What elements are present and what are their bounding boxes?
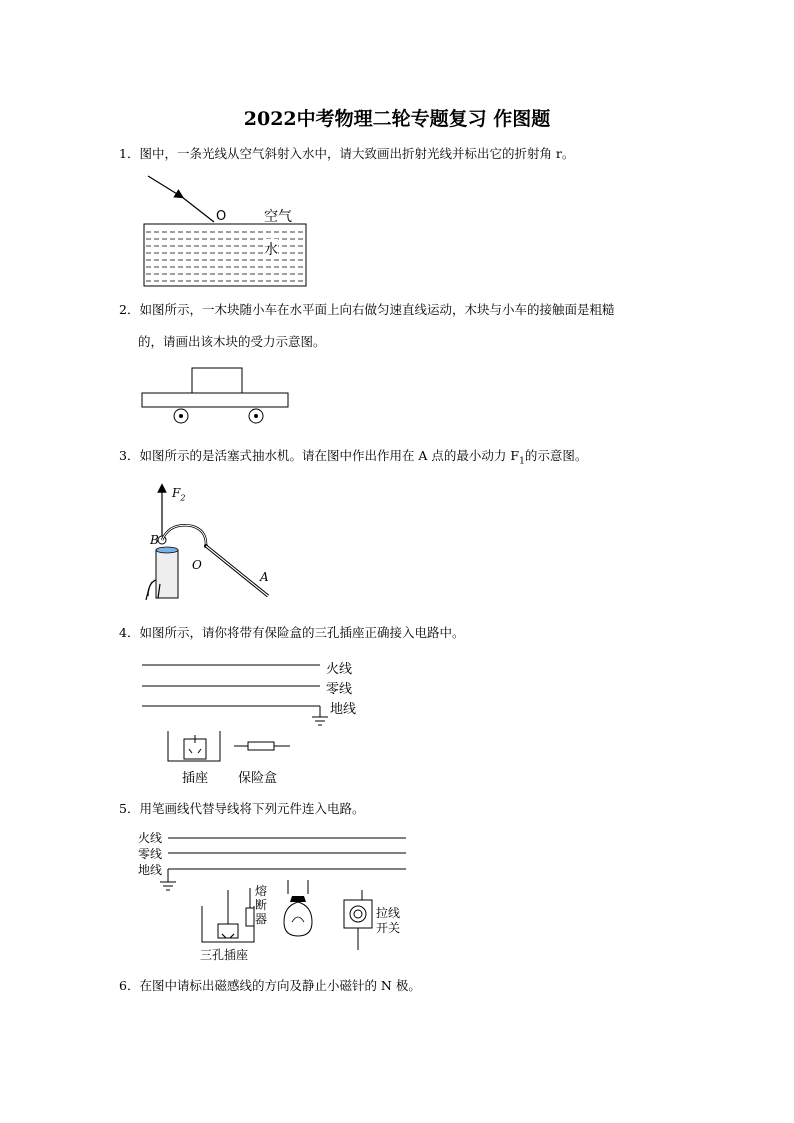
question-1-text: 1．图中，一条光线从空气斜射入水中，请大致画出折射光线并标出它的折射角 r。 (119, 146, 575, 161)
live-wire-label: 火线 (326, 662, 353, 677)
water-hatch (146, 232, 304, 281)
incident-ray (182, 197, 214, 222)
three-hole-socket-label: 三孔插座 (200, 948, 249, 962)
socket-circuit-figure (140, 655, 330, 769)
point-o-label: O (216, 209, 227, 224)
fuse-5 (246, 908, 254, 926)
cart-figure (140, 366, 292, 424)
light-bulb (284, 902, 312, 936)
lamp-base (290, 896, 306, 902)
neutral-wire-label: 零线 (326, 682, 353, 697)
question-6-text: 6．在图中请标出磁感线的方向及静止小磁针的 N 极。 (119, 978, 421, 993)
water-container (144, 224, 306, 286)
fuse-label: 熔 断 器 (255, 884, 268, 926)
water-label: 水 (264, 239, 278, 259)
pump-handle (162, 525, 206, 544)
socket-label: 插座 (182, 771, 209, 786)
ground-wire-label-5: 地线 (138, 863, 163, 877)
question-4-text: 4．如图所示，请你将带有保险盒的三孔插座正确接入电路中。 (119, 625, 465, 640)
point-o-label-pump: O (192, 558, 202, 572)
air-label: 空气 (264, 209, 292, 225)
force-f2-label: $F_2$ (172, 486, 186, 503)
fuse-box (248, 742, 274, 750)
question-2-text-line2: 的，请画出该木块的受力示意图。 (138, 334, 326, 349)
wooden-block (192, 368, 242, 393)
page-title: 2022中考物理二轮专题复习 作图题 (243, 108, 551, 130)
refraction-figure (140, 172, 310, 290)
pull-switch-label: 拉线 开关 (376, 906, 401, 935)
circuit-figure-5 (140, 828, 410, 954)
lever-arm (206, 546, 268, 596)
neutral-wire-label-5: 零线 (138, 847, 163, 861)
ground-wire-label: 地线 (330, 702, 357, 717)
point-a-label: A (260, 570, 269, 584)
question-3-text: 3．如图所示的是活塞式抽水机。请在图中作出作用在 A 点的最小动力 $F_1$的示意图。 (119, 448, 588, 467)
incident-ray-arrow (148, 176, 182, 197)
cart-body (142, 393, 288, 407)
live-wire-label-5: 火线 (138, 831, 163, 845)
question-2-text-line1: 2．如图所示，一木块随小车在水平面上向右做匀速直线运动，木块与小车的接触面是粗糙 (119, 302, 615, 317)
fuse-box-label: 保险盒 (238, 771, 278, 786)
point-b-label: B (150, 533, 159, 547)
question-5-text: 5．用笔画线代替导线将下列元件连入电路。 (119, 801, 365, 816)
